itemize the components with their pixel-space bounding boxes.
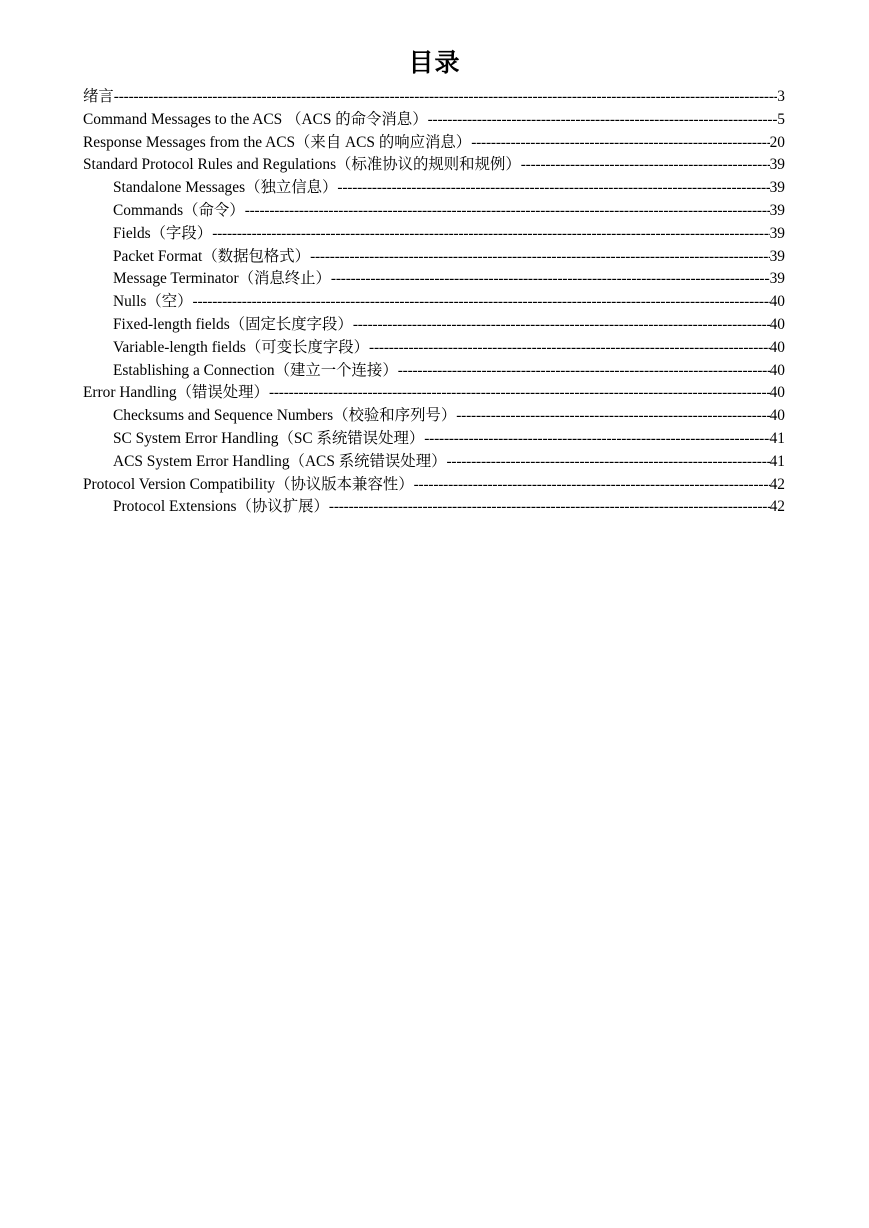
toc-entry-page-number: 40	[769, 315, 785, 333]
toc-entry[interactable]	[83, 268, 785, 291]
toc-entry-page-number: 42	[769, 498, 785, 516]
toc-dot-leader	[269, 382, 770, 405]
toc-entry[interactable]	[83, 428, 785, 451]
toc-entry[interactable]	[83, 382, 785, 405]
toc-dot-leader	[424, 428, 769, 451]
toc-title: 目录	[408, 50, 461, 77]
toc-entry-title: Standard Protocol Rules and Regulations（标准协议的规则和规例）	[83, 156, 521, 174]
toc-entry-page-number: 41	[769, 452, 785, 470]
toc-dot-leader	[329, 496, 770, 519]
toc-entry[interactable]	[83, 291, 785, 314]
toc-entry-title: 绪言	[83, 88, 114, 105]
toc-dot-leader	[212, 223, 769, 246]
toc-entry-page-number: 40	[769, 384, 785, 402]
toc-entry-title: Variable-length fields（可变长度字段）	[113, 338, 370, 356]
toc-entry-page-number: 39	[769, 224, 785, 242]
toc-entry-title: Packet Format（数据包格式）	[113, 247, 311, 265]
toc-entry[interactable]	[83, 337, 785, 360]
toc-entry-page-number: 39	[769, 179, 785, 197]
toc-entry-page-number: 40	[769, 293, 785, 311]
toc-entry-page-number: 39	[769, 156, 785, 174]
toc-entry-page-number: 39	[769, 247, 785, 265]
toc-entry-title: Protocol Version Compatibility（协议版本兼容性）	[83, 475, 414, 493]
toc-entry-page-number: 39	[769, 201, 785, 219]
toc-dot-leader	[456, 405, 769, 428]
toc-entry-title: ACS System Error Handling（ACS 系统错误处理）	[113, 452, 447, 470]
toc-entry-page-number: 20	[769, 133, 785, 151]
toc-entry[interactable]	[83, 223, 785, 246]
toc-entry-title: Standalone Messages（独立信息）	[113, 179, 338, 197]
toc-dot-leader	[398, 360, 770, 383]
toc-dot-leader	[428, 109, 778, 132]
toc-entry-page-number: 5	[777, 110, 785, 128]
toc-entry[interactable]	[83, 132, 785, 155]
toc-dot-leader	[446, 451, 769, 474]
toc-entry-page-number: 41	[769, 429, 785, 447]
table-of-contents	[83, 86, 785, 519]
toc-entry-title: Checksums and Sequence Numbers（校验和序列号）	[113, 407, 457, 425]
toc-entry-title: Response Messages from the ACS（来自 ACS 的响应消息）	[83, 133, 472, 151]
toc-entry-title: Nulls（空）	[113, 293, 193, 311]
toc-entry[interactable]	[83, 200, 785, 223]
toc-entry[interactable]	[83, 474, 785, 497]
toc-entry[interactable]	[83, 109, 785, 132]
toc-entry-title: Fixed-length fields（固定长度字段）	[113, 315, 353, 333]
toc-entry[interactable]	[83, 451, 785, 474]
toc-dot-leader	[369, 337, 770, 360]
toc-dot-leader	[245, 200, 770, 223]
toc-entry-title: Fields（字段）	[113, 224, 213, 242]
toc-entry[interactable]	[83, 246, 785, 269]
toc-dot-leader	[471, 132, 769, 155]
toc-dot-leader	[337, 177, 769, 200]
toc-entry-page-number: 40	[769, 338, 785, 356]
toc-dot-leader	[331, 268, 770, 291]
toc-dot-leader	[310, 246, 770, 269]
toc-entry-title: Error Handling（错误处理）	[83, 384, 269, 402]
toc-entry-title: Protocol Extensions（协议扩展）	[113, 498, 329, 516]
toc-entry-title: Commands（命令）	[113, 201, 245, 219]
toc-entry-title: SC System Error Handling（SC 系统错误处理）	[113, 429, 425, 447]
toc-entry-page-number: 40	[769, 361, 785, 379]
toc-entry-page-number: 3	[777, 88, 785, 105]
toc-entry[interactable]	[83, 314, 785, 337]
toc-entry[interactable]	[83, 154, 785, 177]
toc-entry-page-number: 42	[769, 475, 785, 493]
toc-entry[interactable]	[83, 496, 785, 519]
toc-entry[interactable]	[83, 360, 785, 383]
toc-dot-leader	[521, 154, 770, 177]
toc-dot-leader	[114, 86, 778, 109]
toc-dot-leader	[353, 314, 770, 337]
toc-entry-page-number: 39	[769, 270, 785, 288]
toc-entry-page-number: 40	[769, 407, 785, 425]
toc-entry-title: Establishing a Connection（建立一个连接）	[113, 361, 398, 379]
toc-dot-leader	[414, 474, 770, 497]
toc-entry[interactable]	[83, 86, 785, 109]
toc-entry[interactable]	[83, 177, 785, 200]
toc-dot-leader	[193, 291, 770, 314]
toc-entry-title: Command Messages to the ACS （ACS 的命令消息）	[83, 110, 428, 128]
toc-entry-title: Message Terminator（消息终止）	[113, 270, 331, 288]
toc-entry[interactable]	[83, 405, 785, 428]
